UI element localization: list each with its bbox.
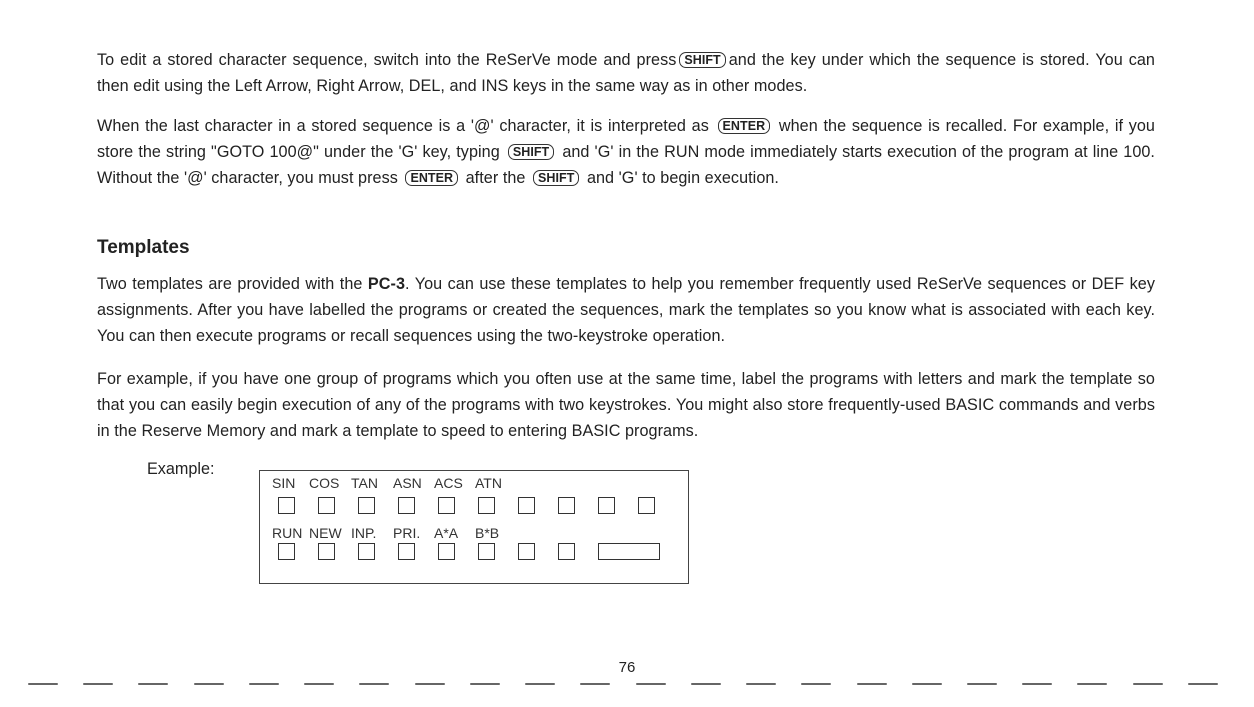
template-label: INP. <box>351 525 377 541</box>
edge-dash <box>857 683 887 685</box>
edge-dash <box>967 683 997 685</box>
edge-dash <box>415 683 445 685</box>
text: and 'G' in the RUN mode immediately starts execution of the program at line 100. Without the '@' character, you must press <box>97 143 1155 187</box>
template-label: SIN <box>272 475 296 491</box>
template-illustration <box>259 470 689 584</box>
key-box <box>358 497 375 514</box>
template-label: NEW <box>309 525 342 541</box>
edge-dash <box>83 683 113 685</box>
model-name: PC-3 <box>367 275 406 293</box>
wide-key-box <box>598 543 660 560</box>
edge-dash <box>304 683 334 685</box>
key-box <box>438 497 455 514</box>
template-row2-keys <box>278 543 683 560</box>
text: To edit a stored character sequence, switch into the ReSerVe mode and press <box>97 51 677 69</box>
template-label: RUN <box>272 525 303 541</box>
shift-key-glyph: SHIFT <box>508 144 554 160</box>
template-row1-keys <box>278 497 678 514</box>
edge-dash <box>691 683 721 685</box>
section-heading-templates: Templates <box>97 237 190 258</box>
template-label: COS <box>309 475 340 491</box>
edge-dash <box>138 683 168 685</box>
edge-dash <box>1022 683 1052 685</box>
edge-dash <box>580 683 610 685</box>
paragraph-templates-example <box>97 366 1155 444</box>
edge-dash <box>801 683 831 685</box>
text: . You can use these templates to help you remember frequently used ReSerVe sequences or DEF key assignments. After you have labelled the programs or created the sequences, mark the templates so you know what is associated with each key. You can then execute programs or recall sequences using the two-keystroke operation. <box>97 275 1156 345</box>
text: When the last character in a stored sequence is a '@' character, it is interpreted as <box>97 117 709 135</box>
key-box <box>598 497 615 514</box>
page-number: 76 <box>618 659 636 676</box>
key-box <box>558 497 575 514</box>
key-box <box>398 543 415 560</box>
text: when the sequence is recalled. For example, if you store the string "GOTO 100@" under the 'G' key, typing <box>97 117 1155 161</box>
key-box <box>558 543 575 560</box>
key-box <box>438 543 455 560</box>
key-box <box>478 543 495 560</box>
edge-dash <box>359 683 389 685</box>
edge-dash <box>194 683 224 685</box>
example-label: Example: <box>147 460 215 478</box>
text: and the key under which the sequence is stored. You can then edit using the Left Arrow, Right Arrow, DEL, and INS keys in the same way as in other modes. <box>97 51 1155 95</box>
edge-dash <box>1133 683 1163 685</box>
text: after the <box>465 169 526 187</box>
edge-dash <box>1077 683 1107 685</box>
template-label: TAN <box>351 475 378 491</box>
edge-dash <box>636 683 666 685</box>
edge-dash <box>28 683 58 685</box>
paragraph-templates-intro <box>97 271 1155 349</box>
edge-dash <box>249 683 279 685</box>
key-box <box>318 543 335 560</box>
template-row1-labels <box>272 475 516 491</box>
edge-dash <box>525 683 555 685</box>
key-box <box>518 497 535 514</box>
enter-key-glyph: ENTER <box>718 118 771 134</box>
template-row2-labels <box>272 525 516 541</box>
page-bottom-edge <box>28 683 1218 689</box>
paragraph-edit-sequence <box>97 47 1155 99</box>
text: and 'G' to begin execution. <box>586 169 779 187</box>
template-label: ASN <box>393 475 422 491</box>
key-box <box>318 497 335 514</box>
template-label: PRI. <box>393 525 421 541</box>
edge-dash <box>912 683 942 685</box>
edge-dash <box>470 683 500 685</box>
template-label: ACS <box>434 475 463 491</box>
key-box <box>398 497 415 514</box>
text: Two templates are provided with the <box>97 275 363 293</box>
edge-dash <box>1188 683 1218 685</box>
template-label: B*B <box>475 525 500 541</box>
key-box <box>358 543 375 560</box>
template-label: A*A <box>434 525 459 541</box>
shift-key-glyph: SHIFT <box>679 52 725 68</box>
template-label: ATN <box>475 475 502 491</box>
paragraph-at-character <box>97 113 1155 191</box>
shift-key-glyph: SHIFT <box>533 170 579 186</box>
text: For example, if you have one group of programs which you often use at the same time, label the programs with letters and mark the template so that you can easily begin execution of any of the programs with two keystrokes. You might also store frequently-used BASIC commands and verbs in the Reserve Memory and mark a template to speed to entering BASIC programs. <box>97 370 1155 440</box>
key-box <box>278 543 295 560</box>
enter-key-glyph: ENTER <box>405 170 458 186</box>
key-box <box>518 543 535 560</box>
key-box <box>478 497 495 514</box>
key-box <box>278 497 295 514</box>
key-box <box>638 497 655 514</box>
edge-dash <box>746 683 776 685</box>
